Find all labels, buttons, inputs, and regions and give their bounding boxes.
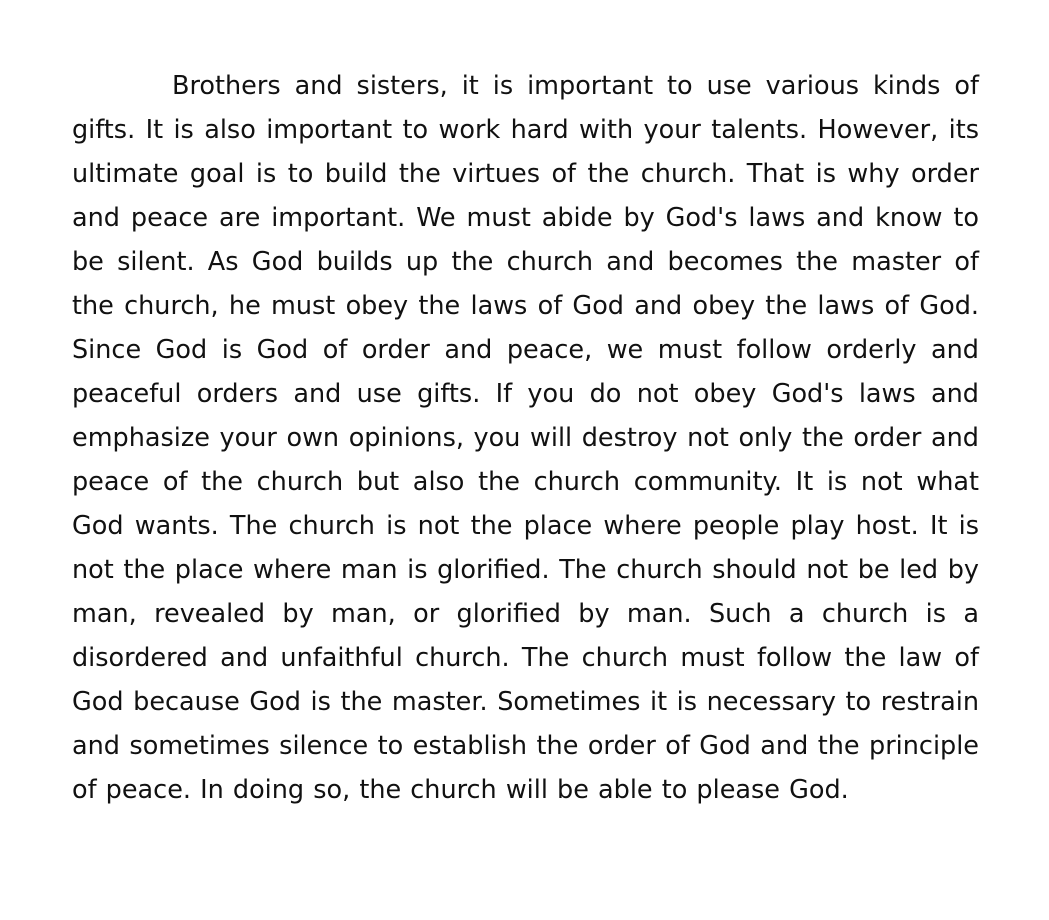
body-paragraph: Brothers and sisters, it is important to use various kinds of gifts. It is also important to work hard with your talents. However, its ultimate goal is to build the virtues of the church. That is why order and peace are important. We must abide by God's laws and know to be silent. As God builds up the church and becomes the master of the church, he must obey the laws of God and obey the laws of God. Since God is God of order and peace, we must follow orderly and peaceful orders and use gifts. If you do not obey God's laws and emphasize your own opinions, you will destroy not only the order and peace of the church but also the church community. It is not what God wants. The church is not the place where people play host. It is not the place where man is glorified. The church should not be led by man, revealed by man, or glorified by man. Such a church is a disordered and unfaithful church. The church must follow the law of God because God is the master. Sometimes it is necessary to restrain and sometimes silence to establish the order of God and the principle of peace. In doing so, the church will be able to please God.: [72, 71, 979, 805]
